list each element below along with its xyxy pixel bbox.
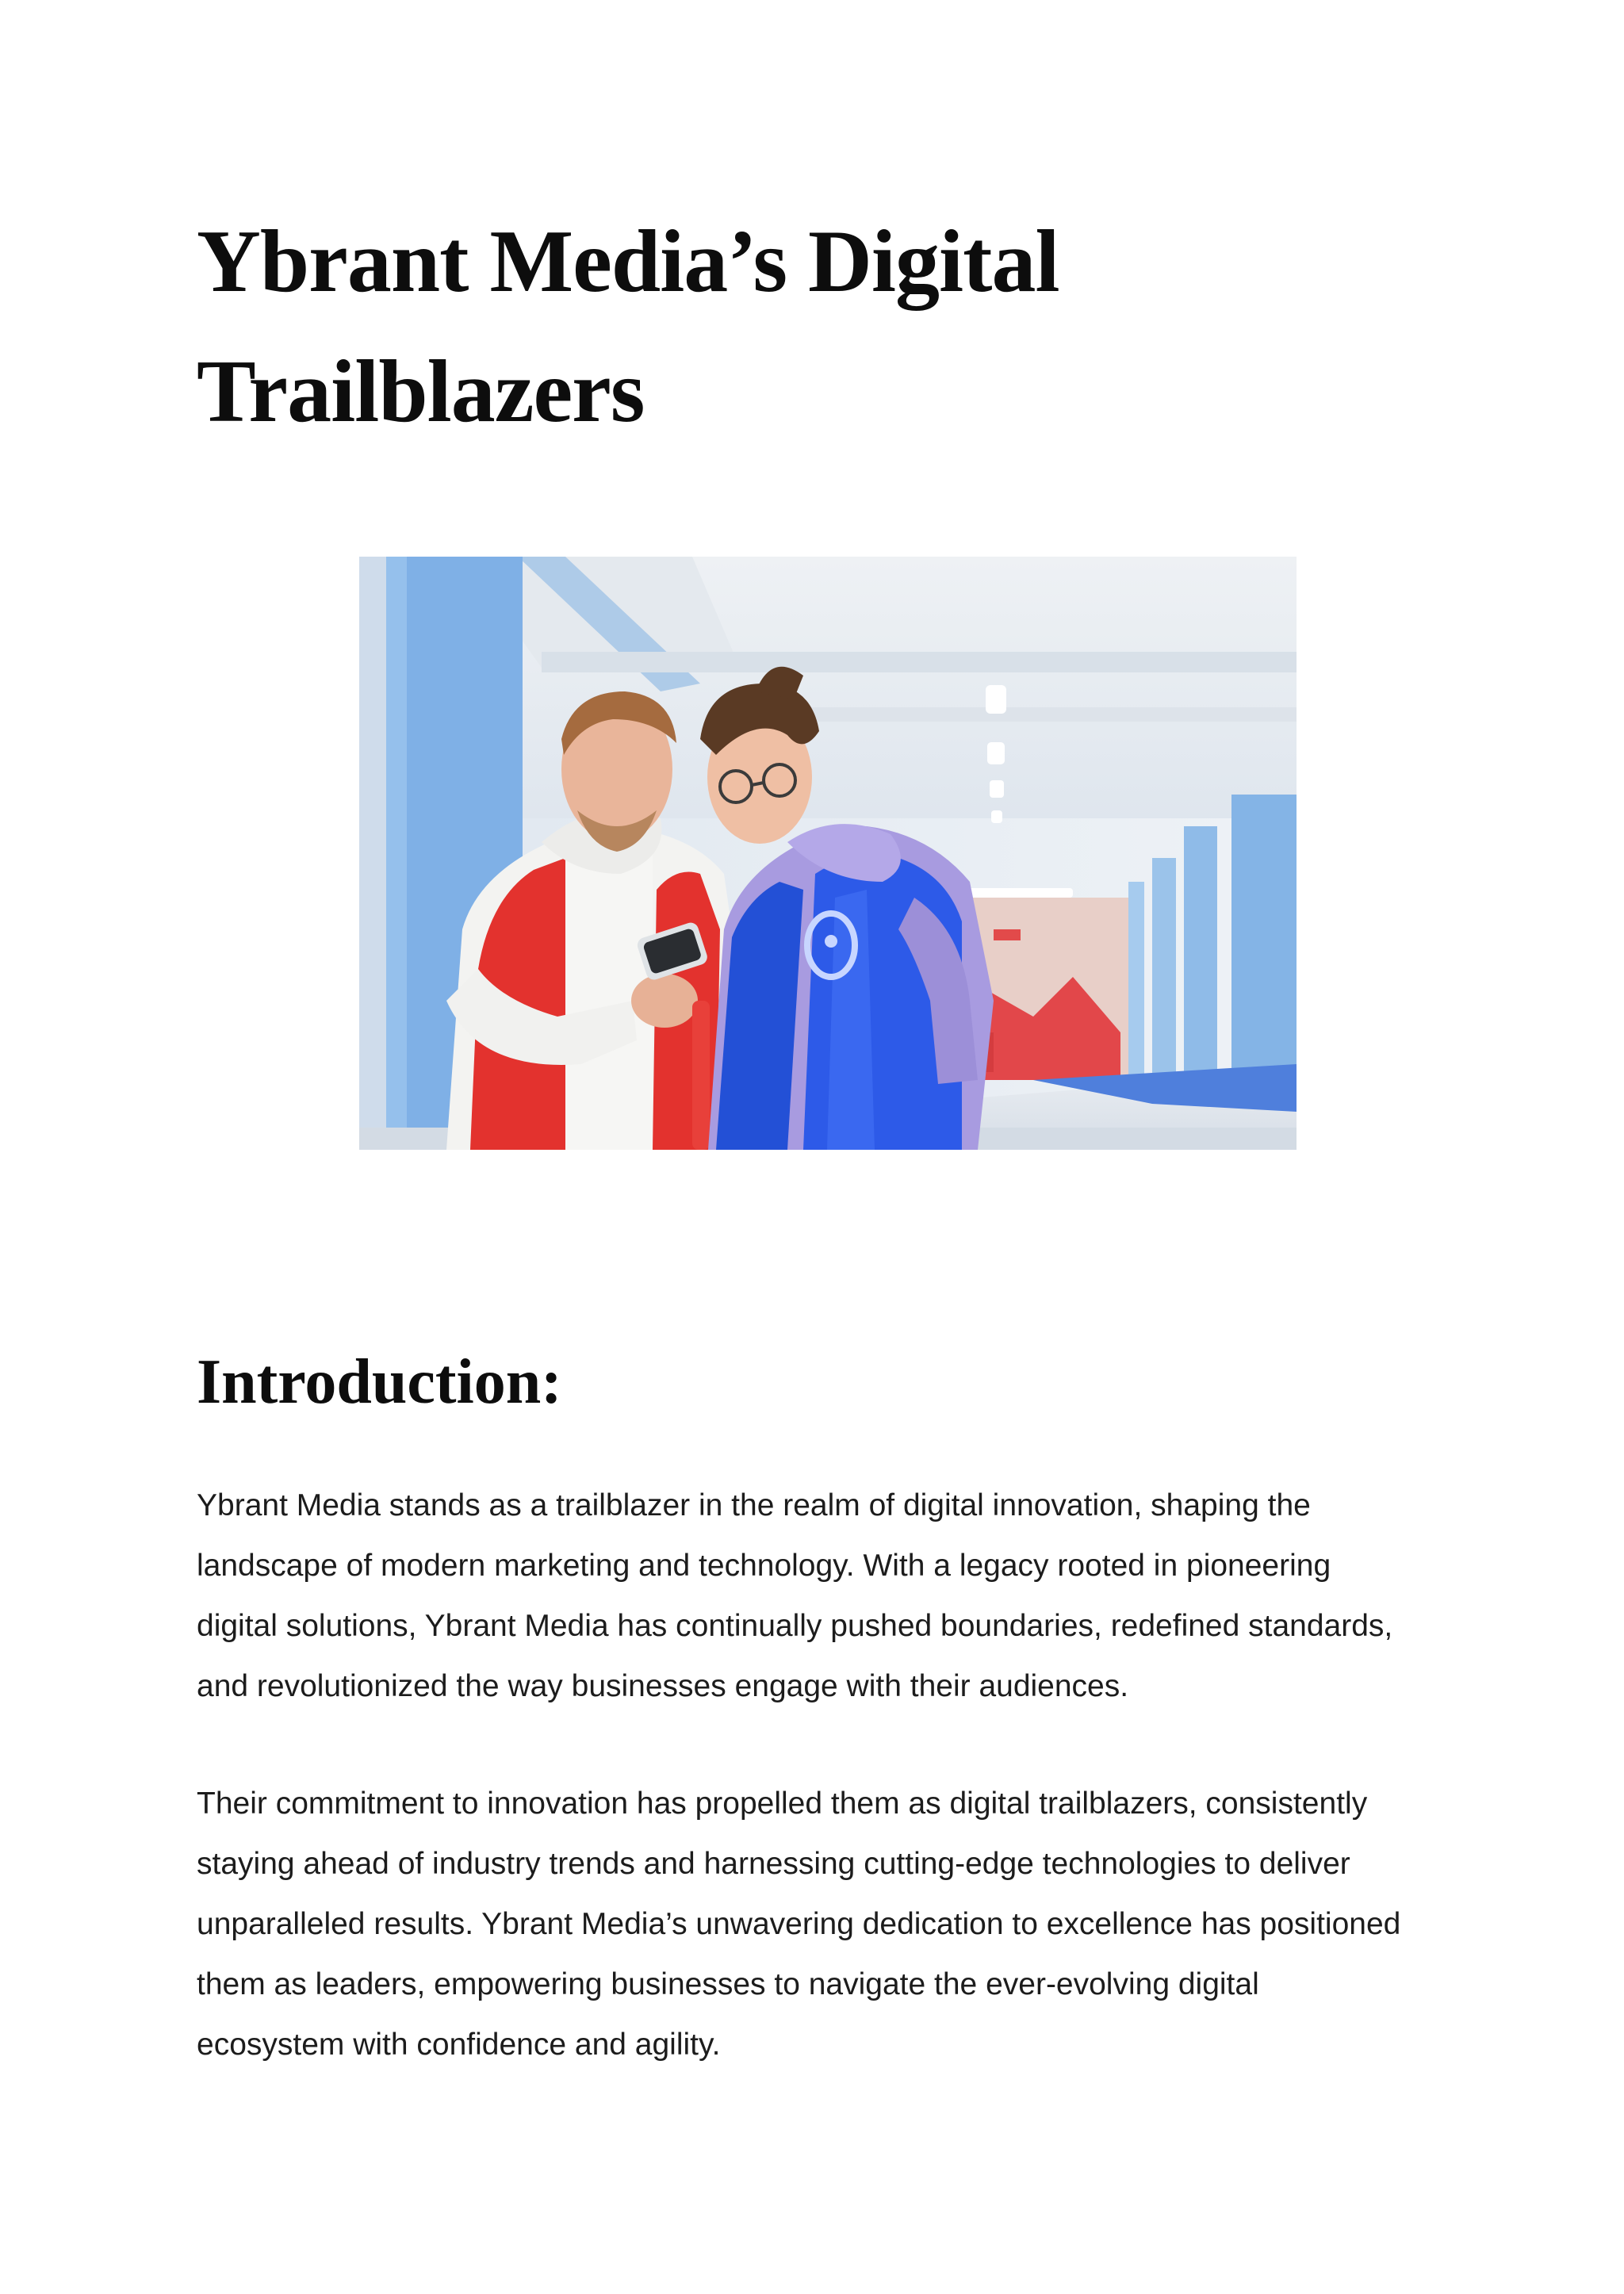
paragraph-line: ecosystem with confidence and agility. xyxy=(197,2028,721,2062)
title-line: Ybrant Media’s Digital xyxy=(197,213,1059,311)
paragraph-line: and revolutionized the way businesses engage with their audiences. xyxy=(197,1669,1129,1703)
photo-two-men-looking-at-phone-icon xyxy=(359,557,1297,1150)
page-title xyxy=(197,197,1386,457)
paragraph-line: unparalleled results. Ybrant Media’s unwavering dedication to excellence has positioned xyxy=(197,1907,1401,1941)
paragraph-line: landscape of modern marketing and technology. With a legacy rooted in pioneering xyxy=(197,1549,1331,1583)
section-heading-introduction: Introduction: xyxy=(197,1347,562,1417)
paragraph-line: Their commitment to innovation has propelled them as digital trailblazers, consistently xyxy=(197,1787,1368,1821)
paragraph-line: digital solutions, Ybrant Media has continually pushed boundaries, redefined standards, xyxy=(197,1609,1393,1643)
title-line: Trailblazers xyxy=(197,343,645,441)
paragraph xyxy=(197,1476,1481,1717)
hero-photo xyxy=(359,557,1297,1150)
paragraph-line: Ybrant Media stands as a trailblazer in the realm of digital innovation, shaping the xyxy=(197,1488,1311,1522)
paragraph-line: them as leaders, empowering businesses to navigate the ever-evolving digital xyxy=(197,1967,1259,2001)
paragraph xyxy=(197,1774,1481,2075)
paragraph-line: staying ahead of industry trends and harnessing cutting-edge technologies to deliver xyxy=(197,1847,1350,1881)
